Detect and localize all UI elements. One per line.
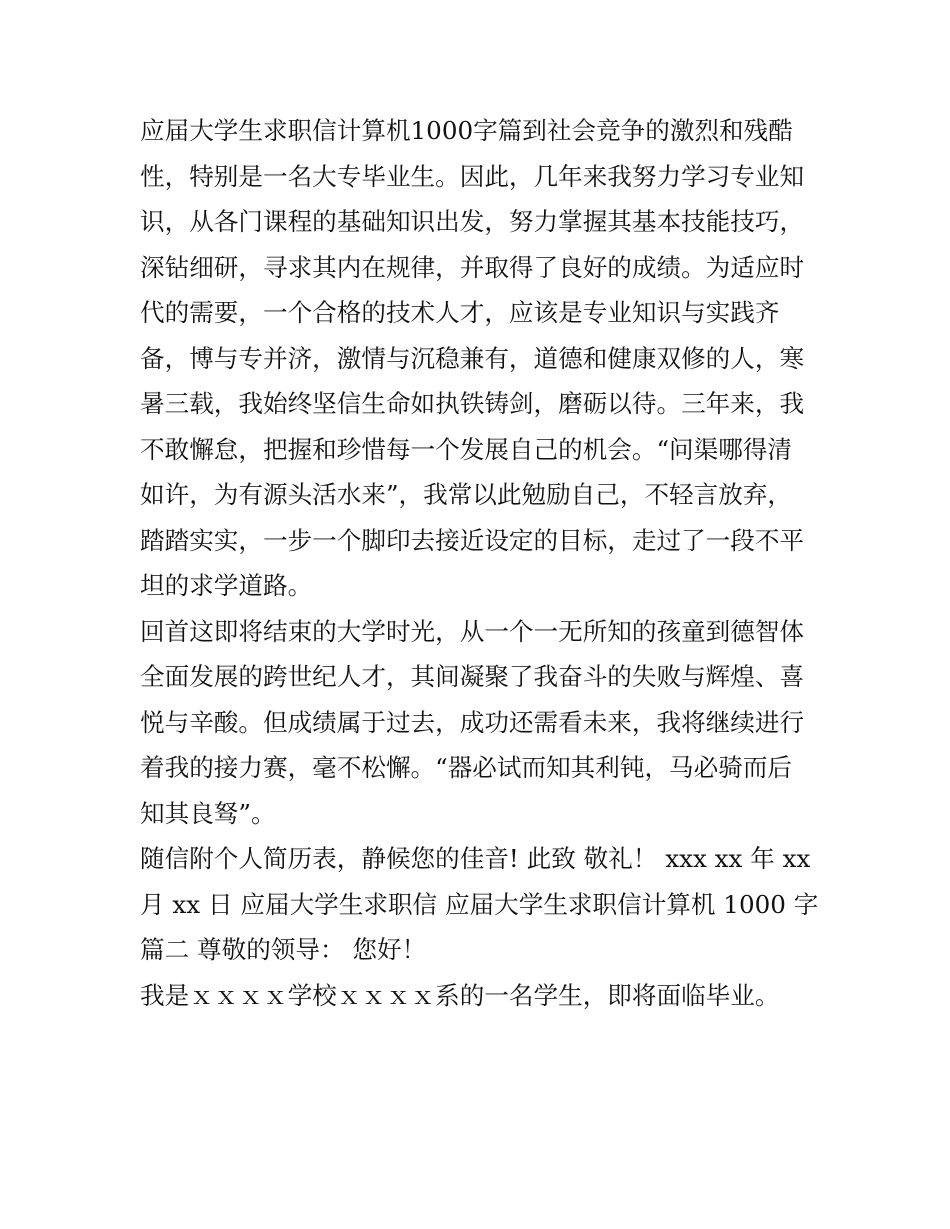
text-line: 悦与辛酸。但成绩属于过去，成功还需看未来，我将继续进行 [140, 707, 805, 737]
letter-body [140, 108, 820, 1018]
text-line: 全面发展的跨世纪人才，其间凝聚了我奋斗的失败与辉煌、喜 [140, 662, 805, 691]
text-line: 深钻细研，寻求其内在规律，并取得了良好的成绩。为适应时 [140, 252, 805, 282]
text-line: 坦的求学道路。 [140, 571, 313, 600]
text-line: 如许，为有源头活水来”，我常以此勉励自己，不轻言放弃， [140, 480, 793, 509]
text-line: 应届大学生求职信计算机1000字篇到社会竞争的激烈和残酷 [140, 116, 793, 145]
text-line: 随信附个人简历表，静候您的佳音! 此致 敬礼！ xxx xx 年 xx [140, 844, 811, 873]
text-line: 月 xx 日 应届大学生求职信 应届大学生求职信计算机 1000 字 [140, 889, 819, 919]
text-line: 着我的接力赛，毫不松懈。“器必试而知其利钝，马必骑而后 [140, 753, 793, 782]
text-line: 备，博与专并济，激情与沉稳兼有，道德和健康双修的人，寒 [140, 343, 805, 373]
text-line: 知其良驽”。 [140, 798, 276, 828]
text-line: 不敢懈怠，把握和珍惜每一个发展自己的机会。“问渠哪得清 [140, 434, 793, 464]
text-line: 我是ｘｘｘｘ学校ｘｘｘｘ系的一名学生，即将面临毕业。 [140, 980, 780, 1010]
text-line: 篇二 尊敬的领导： 您好！ [140, 935, 427, 964]
text-line: 暑三载，我始终坚信生命如执铁铸剑，磨砺以待。三年来，我 [140, 389, 805, 418]
text-line: 踏踏实实，一步一个脚印去接近设定的目标，走过了一段不平 [140, 525, 805, 555]
text-line: 识，从各门课程的基础知识出发，努力掌握其基本技能技巧， [140, 207, 805, 236]
text-line: 性，特别是一名大专毕业生。因此，几年来我努力学习专业知 [140, 161, 805, 191]
text-line: 回首这即将结束的大学时光，从一个一无所知的孩童到德智体 [140, 616, 805, 646]
text-line: 代的需要，一个合格的技术人才，应该是专业知识与实践齐 [140, 298, 780, 327]
